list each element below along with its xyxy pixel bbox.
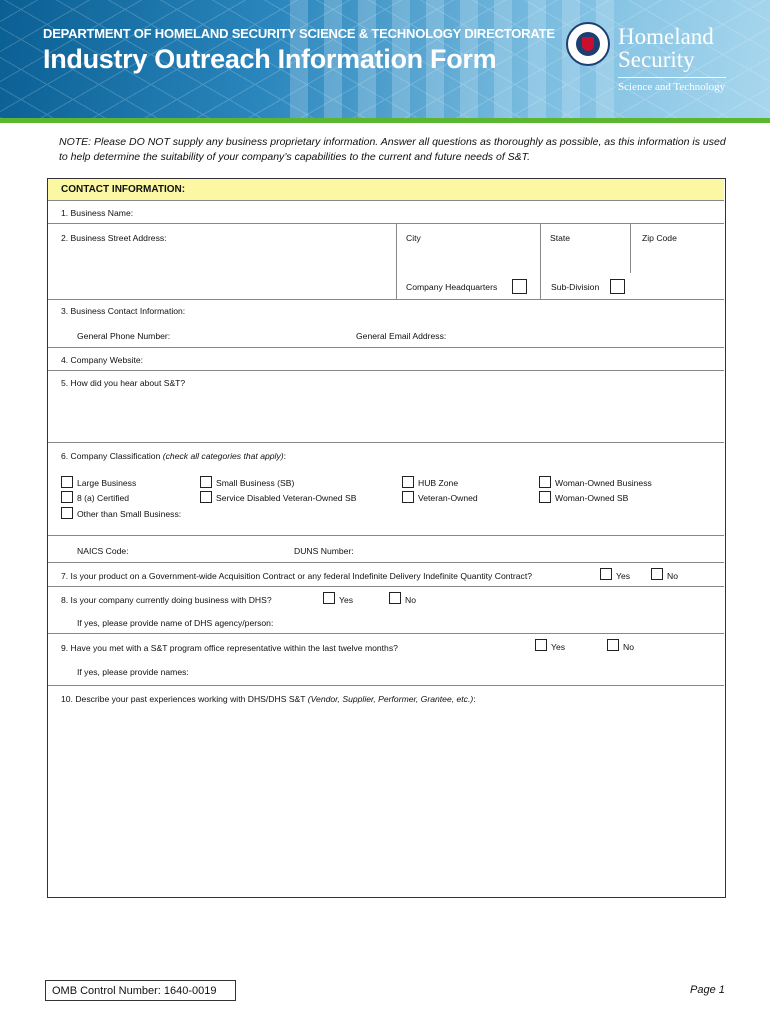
sdvosb-label: Service Disabled Veteran-Owned SB [216, 493, 357, 503]
logo-divider [618, 77, 726, 78]
hub-zone-checkbox[interactable] [402, 476, 414, 488]
website-row[interactable] [48, 348, 724, 371]
dhs-business-yes-label: Yes [339, 595, 354, 605]
program-office-names-label: If yes, please provide names: [77, 667, 189, 677]
logo-subtitle: Science and Technology [618, 81, 726, 93]
naics-label: NAICS Code: [77, 546, 129, 556]
other-than-small-checkbox[interactable] [61, 507, 73, 519]
instruction-note: NOTE: Please DO NOT supply any business proprietary information. Answer all questions as thoroughly as possible, as this information is used to help determine the suitability of your company’s capabilities to the current and future needs of S&T. [59, 136, 726, 163]
classification-row [48, 443, 724, 536]
sub-division-label: Sub-Division [551, 282, 600, 292]
other-than-small-label: Other than Small Business: [77, 509, 182, 519]
page-number: Page 1 [690, 984, 725, 996]
contract-yes-checkbox[interactable] [600, 568, 612, 580]
omb-control-number: OMB Control Number: 1640-0019 [52, 985, 217, 997]
contact-info-label: 3. Business Contact Information: [61, 306, 186, 316]
hub-zone-label: HUB Zone [418, 478, 459, 488]
program-office-yes-label: Yes [551, 642, 566, 652]
contract-no-label: No [667, 571, 678, 581]
large-business-checkbox[interactable] [61, 476, 73, 488]
website-label: 4. Company Website: [61, 355, 143, 365]
contract-question: 7. Is your product on a Government-wide Acquisition Contract or any federal Indefinite Delivery Indefinite Quantity Contract? [61, 571, 532, 581]
dhs-business-yes-checkbox[interactable] [323, 592, 335, 604]
logo-homeland: Homeland [618, 24, 714, 49]
department-name: DEPARTMENT OF HOMELAND SECURITY SCIENCE & TECHNOLOGY DIRECTORATE [43, 26, 555, 41]
past-experience-label: 10. Describe your past experiences working with DHS/DHS S&T (Vendor, Supplier, Performer, Grantee, etc.): [61, 694, 476, 704]
small-business-checkbox[interactable] [200, 476, 212, 488]
form-title: Industry Outreach Information Form [43, 44, 497, 74]
large-business-label: Large Business [77, 478, 137, 488]
street-address-label: 2. Business Street Address: [61, 233, 167, 243]
company-hq-checkbox[interactable] [512, 279, 527, 294]
company-hq-label: Company Headquarters [406, 282, 498, 292]
sdvosb-checkbox[interactable] [200, 491, 212, 503]
section-title: CONTACT INFORMATION: [61, 184, 186, 195]
dhs-agency-label: If yes, please provide name of DHS agency/person: [77, 618, 274, 628]
program-office-no-label: No [623, 642, 634, 652]
address-divider [396, 224, 397, 299]
phone-label: General Phone Number: [77, 331, 171, 341]
veteran-owned-label: Veteran-Owned [418, 493, 478, 503]
state-label: State [550, 233, 571, 243]
section-header [48, 179, 724, 201]
sub-division-checkbox[interactable] [610, 279, 625, 294]
wosb-label: Woman-Owned SB [555, 493, 629, 503]
dhs-seal-icon [566, 22, 610, 66]
contact-info-row[interactable] [48, 300, 724, 348]
dhs-business-no-label: No [405, 595, 416, 605]
contract-row [48, 563, 724, 587]
dhs-business-question: 8. Is your company currently doing business with DHS? [61, 595, 272, 605]
small-business-label: Small Business (SB) [216, 478, 295, 488]
zip-label: Zip Code [642, 233, 677, 243]
business-name-row[interactable] [48, 201, 724, 224]
contact-form [47, 178, 726, 898]
8a-certified-checkbox[interactable] [61, 491, 73, 503]
dhs-business-row[interactable] [48, 587, 724, 634]
state-divider [630, 224, 631, 273]
logo-security: Security [618, 47, 695, 72]
classification-label: 6. Company Classification (check all categories that apply): [61, 451, 286, 461]
naics-duns-row[interactable] [48, 536, 724, 563]
woman-owned-checkbox[interactable] [539, 476, 551, 488]
8a-certified-label: 8 (a) Certified [77, 493, 130, 503]
banner-accent-bar [0, 118, 770, 123]
veteran-owned-checkbox[interactable] [402, 491, 414, 503]
omb-control-box [45, 980, 236, 1001]
wosb-checkbox[interactable] [539, 491, 551, 503]
email-label: General Email Address: [356, 331, 447, 341]
past-experience-area[interactable] [48, 686, 724, 896]
duns-label: DUNS Number: [294, 546, 354, 556]
program-office-yes-checkbox[interactable] [535, 639, 547, 651]
address-row[interactable] [48, 224, 724, 300]
dhs-business-no-checkbox[interactable] [389, 592, 401, 604]
contract-no-checkbox[interactable] [651, 568, 663, 580]
program-office-no-checkbox[interactable] [607, 639, 619, 651]
program-office-row[interactable] [48, 634, 724, 686]
hear-about-label: 5. How did you hear about S&T? [61, 378, 186, 388]
contract-yes-label: Yes [616, 571, 631, 581]
woman-owned-label: Woman-Owned Business [555, 478, 652, 488]
business-name-label: 1. Business Name: [61, 208, 134, 218]
hear-about-row[interactable] [48, 371, 724, 443]
city-divider [540, 224, 541, 299]
city-label: City [406, 233, 421, 243]
program-office-question: 9. Have you met with a S&T program office representative within the last twelve months? [61, 643, 398, 653]
